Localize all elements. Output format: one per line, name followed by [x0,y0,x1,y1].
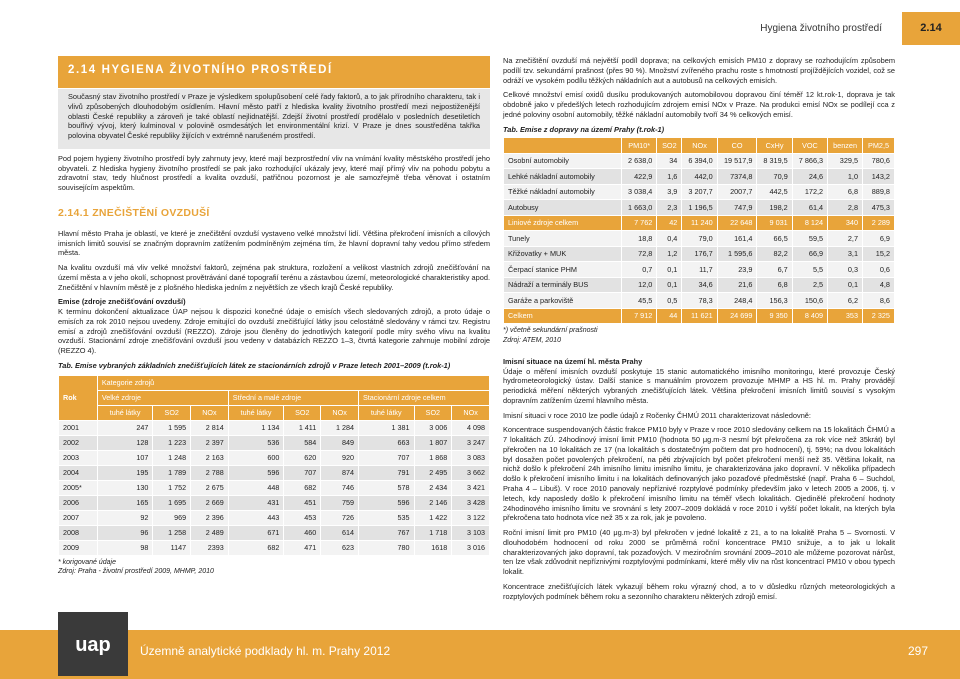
value-cell: 59,5 [792,231,827,247]
value-cell: 3 662 [452,465,490,480]
value-cell: 34,6 [682,277,717,293]
value-cell: 2,7 [828,231,863,247]
column-header: VOC [792,138,827,154]
value-cell: 453 [284,510,321,525]
value-cell: 1 718 [414,525,452,540]
value-cell: 600 [228,450,284,465]
value-cell: 2007,7 [717,184,757,200]
value-cell: 2 396 [191,510,229,525]
table-row [504,308,895,324]
value-cell: 2 675 [191,480,229,495]
row-label: Garáže a parkoviště [504,293,622,309]
stationary-emissions-table [58,375,490,556]
value-cell: 92 [97,510,153,525]
value-cell: 24 699 [717,308,757,324]
row-label: Čerpací stanice PHM [504,262,622,278]
value-cell: 920 [321,450,359,465]
value-cell: 1 595,6 [717,246,757,262]
logo-text: uap [75,634,111,656]
value-cell: 0,3 [828,262,863,278]
year-cell: 2008 [59,525,98,540]
value-cell: 584 [284,435,321,450]
immission-heading: Imisní situace na území hl. města Prahy [503,356,643,366]
value-cell: 72,8 [622,246,657,262]
table1-note: * korigované údaje [58,558,116,566]
value-cell: 1 223 [153,435,191,450]
group-header: Stacionární zdroje celkem [358,390,489,405]
right-paragraph-1: Na znečištění ovzduší má největší podíl doprava; na celkových emisích PM10 z dopravy se rozhodujícím způsobem podílí tzv. sekundární prašnost (přes 90 %). Množství zvířeného prachu roste s hmotností projíždějících vozidel, což se odráží ve vysokém podílu těžkých nákladních aut a autobusů na celkových emisích. [503,56,895,85]
year-cell: 2006 [59,495,98,510]
value-cell: 707 [358,450,414,465]
value-cell: 0,1 [657,262,682,278]
value-cell: 9 350 [757,308,792,324]
value-cell: 3 207,7 [682,184,717,200]
value-cell: 2 325 [863,308,895,324]
value-cell: 3,1 [828,246,863,262]
left-column [58,89,490,576]
value-cell: 19 517,9 [717,153,757,169]
value-cell: 7 762 [622,215,657,231]
row-label: Lehké nákladní automobily [504,169,622,185]
column-header: CO [717,138,757,154]
paragraph-3: K termínu dokončení aktualizace ÚAP nejsou k dispozici konečné údaje o emisích všech sledovaných zdrojů, a proto údaje o emisích za rok 2010 nejsou uvedeny. Zdroje emitující do ovzduší znečišťující látky jsou celostátně sledovány v rámci tzv. Registru emisí a zdrojů znečišťování ovzduší (REZZO). Zdroje jsou členěny do jednotlivých kategorií podle míry svého vlivu na kvalitu ovzduší. Stacionární zdroje znečišťování ovzduší jsou vedeny v databázích REZZO 1–3, čtvrtá kategorie zahrnuje mobilní zdroje (REZZO 4). [58,307,490,356]
value-cell: 451 [284,495,321,510]
value-cell: 578 [358,480,414,495]
column-header: tuhé látky [228,405,284,420]
value-cell: 747,9 [717,200,757,216]
table2-note: *) včetně sekundární prašnosti [503,327,598,335]
table-row [59,480,490,495]
year-cell: 2005* [59,480,98,495]
value-cell: 5,5 [792,262,827,278]
right-paragraph-2: Celkové množství emisí oxidů dusíku produkovaných automobilovou dopravou činí téměř 12 kt.rok-1, doprava je tak obdobně jako v předešlých letech rozhodujícím zdrojem emisí NOx v Praze. Na produkci emisí NOx se podílejí cca z jedné poloviny osobní automobily, těžké nákladní automobily tvoří 34 % celkových emisí. [503,90,895,119]
intro-paragraph-1: Současný stav životního prostředí v Praze je výsledkem spolupůsobení celé řady faktorů, a to jak přírodního charakteru, tak i vlivů způsobených dlouhodobým osídlením. Hlavní město patří z hlediska kvality životního prostředí mezi nejpostiženější oblasti České republiky a zároveň je také oblastí nejlidnatější. Zdejší životní prostředí prodělalo v posledních desetiletích bouřlivý vývoj, který kulminoval v polovině osmdesátých let environmentální krizí. V Praze je dnes soustředěna takřka polovina obyvatel České republiky žijících v extrémně narušeném prostředí. [68,92,480,141]
value-cell: 1 752 [153,480,191,495]
value-cell: 4,8 [863,277,895,293]
column-header: NOx [321,405,359,420]
year-cell: 2003 [59,450,98,465]
value-cell: 248,4 [717,293,757,309]
value-cell: 3 428 [452,495,490,510]
value-cell: 18,8 [622,231,657,247]
value-cell: 1,6 [657,169,682,185]
value-cell: 172,2 [792,184,827,200]
right-paragraph-3: Údaje o měření imisních ovzduší poskytuje 15 stanic automatického imisního monitoringu, které provozuje Český hydrometeorologický ústav. Další stanice s manuálním provozem provozuje MHMP a HS hl. m. Prahy provádějí periodická měření některých vybraných znečišťujících látek. Většina překročení imisních limitů souvisí s vysokým dopravním zatížením území hlavního města. [503,366,895,405]
table-row [59,510,490,525]
value-cell: 448 [228,480,284,495]
value-cell: 9 031 [757,215,792,231]
value-cell: 61,4 [792,200,827,216]
value-cell: 442,5 [757,184,792,200]
value-cell: 2393 [191,540,229,555]
value-cell: 1 595 [153,420,191,435]
value-cell: 12,0 [622,277,657,293]
year-cell: 2002 [59,435,98,450]
subsection-heading: 2.14.1 ZNEČIŠTĚNÍ OVZDUŠÍ [58,206,210,219]
column-header: benzen [828,138,863,154]
column-header: CxHy [757,138,792,154]
table-row [504,184,895,200]
value-cell: 7374,8 [717,169,757,185]
value-cell: 3 103 [452,525,490,540]
value-cell: 759 [321,495,359,510]
value-cell: 536 [228,435,284,450]
value-cell: 0,1 [657,277,682,293]
value-cell: 460 [284,525,321,540]
table-row [504,200,895,216]
column-header: tuhé látky [358,405,414,420]
value-cell: 1 258 [153,525,191,540]
value-cell: 143,2 [863,169,895,185]
value-cell: 3 038,4 [622,184,657,200]
value-cell: 22 648 [717,215,757,231]
intro-paragraph-2: Pod pojem hygieny životního prostředí byly zahrnuty jevy, které mají bezprostřední vliv na vnímání kvality městského prostředí jeho obyvateli. Z hlediska hygieny životního prostředí se pak jako rozhodující ukázaly jevy, které mají přímý vliv na pohodu pobytu a zdravotní stav, tedy hlučnost prostředí a kvalita ovzduší, patřičnou pozornost je ale samozřejmě třeba věnovat i ostatním souvisejícím aspektům. [58,153,490,193]
value-cell: 1 868 [414,450,452,465]
value-cell: 1 422 [414,510,452,525]
row-label: Celkem [504,308,622,324]
value-cell: 471 [284,540,321,555]
value-cell: 34 [657,153,682,169]
paragraph-1: Hlavní město Praha je oblastí, ve které je znečištění ovzduší vystaveno velké množství lidí. Většina překročení imisních a cílových imisních limitů souvisí se značným dopravním zatížením podmíněným zejména tím, že hlavní dopravní tahy vedou přímo středem města. [58,228,490,258]
value-cell: 1 411 [284,420,321,435]
value-cell: 8,6 [863,293,895,309]
value-cell: 2 788 [191,465,229,480]
value-cell: 1 695 [153,495,191,510]
value-cell: 1 381 [358,420,414,435]
table-row [59,540,490,555]
rok-header: Rok [59,375,98,420]
right-column [503,56,895,606]
value-cell: 44 [657,308,682,324]
intro-box [58,89,490,149]
value-cell: 1 807 [414,435,452,450]
value-cell: 6,8 [828,184,863,200]
value-cell: 1,2 [657,246,682,262]
table-row [504,246,895,262]
value-cell: 3 247 [452,435,490,450]
value-cell: 24,6 [792,169,827,185]
chapter-number-badge: 2.14 [902,12,960,45]
value-cell: 6,9 [863,231,895,247]
value-cell: 442,0 [682,169,717,185]
table-row [504,277,895,293]
table-row [59,435,490,450]
right-paragraph-6: Roční imisní limit pro PM10 (40 μg.m-3) byl překročen v jedné lokalitě z 21, a to na lokalitě Praha 5 – Svornosti. V dlouhodobém hodnocení od roku 2000 se průměrná roční koncentrace PM10 snižuje, a to jak u lokalit charakterizovaných jako dopravní, tak pozaďových. V meziročním srovnání 2009–2010 ale můžeme pozorovat nárůst, ten lze však zdůvodnit nepříznivými rozptylovými podmínkami, které měly vliv na růst koncentrací PM10 v obou typech lokalit. [503,528,895,577]
table-row [59,495,490,510]
value-cell: 11,7 [682,262,717,278]
value-cell: 0,6 [863,262,895,278]
value-cell: 2 434 [414,480,452,495]
value-cell: 7 912 [622,308,657,324]
value-cell: 66,5 [757,231,792,247]
value-cell: 195 [97,465,153,480]
value-cell: 6,2 [828,293,863,309]
year-cell: 2007 [59,510,98,525]
value-cell: 2,3 [657,200,682,216]
value-cell: 791 [358,465,414,480]
table-row [504,231,895,247]
value-cell: 431 [228,495,284,510]
value-cell: 6 394,0 [682,153,717,169]
column-header: NOx [452,405,490,420]
value-cell: 767 [358,525,414,540]
value-cell: 2,5 [792,277,827,293]
value-cell: 247 [97,420,153,435]
value-cell: 11 621 [682,308,717,324]
value-cell: 3,9 [657,184,682,200]
value-cell: 2 638,0 [622,153,657,169]
value-cell: 1618 [414,540,452,555]
value-cell: 128 [97,435,153,450]
value-cell: 8 319,5 [757,153,792,169]
value-cell: 614 [321,525,359,540]
value-cell: 1 248 [153,450,191,465]
section-title: 2.14 HYGIENA ŽIVOTNÍHO PROSTŘEDÍ [58,56,490,88]
value-cell: 176,7 [682,246,717,262]
value-cell: 4 098 [452,420,490,435]
value-cell: 475,3 [863,200,895,216]
value-cell: 443 [228,510,284,525]
group-header: Velké zdroje [97,390,228,405]
right-paragraph-5: Koncentrace suspendovaných částic frakce PM10 byly v Praze v roce 2010 sledovány celkem na 15 lokalitách ČHMÚ a 7 lokalitách ZÚ. 24hodinový imisní limit PM10 (hodnota 50 μg.m-3 nesmí být překročena za rok více než 35krát) byl překročen na 10 lokalitách ze 17 (na lokalitách s dostatečným počtem dat pro hodnocení), tj. 59%; na dvou lokalitách byl dosažen počet povolených překročení, na pěti zbývajících byl počet překročení menší než 35. Většina lokalit, na nichž došlo k překročení 24h imisního limitu imisního limitu, je charakterizována jako dopravní. V několika případech došlo k překročení imisního limitu i na lokalitách definovaných jako pozaďové předměstské (např. Praha 6 – Suchdol, Praha 4 – Libuš). V roce 2010 panovaly nepříznivé rozptylové podmínky především jako v letech 2005 a 2006, tj. v letech, kdy naposledy došlo k překročení imisního limitu na téměř všech lokalitách. Ojedinělé překročení hodnoty 24hodinového imisního limitu ve srovnání s lety 2007–2009 dokládá v roce 2010 i vyšší počet lokalit, na kterých byla překročena tato hodnota více než 35 x za rok, jak je povoleno. [503,425,895,523]
value-cell: 682 [284,480,321,495]
value-cell: 6,8 [757,277,792,293]
value-cell: 780 [358,540,414,555]
row-label: Křižovatky + MUK [504,246,622,262]
value-cell: 849 [321,435,359,450]
value-cell: 2 289 [863,215,895,231]
table1-source: Zdroj: Praha - životní prostředí 2009, MHMP, 2010 [58,567,214,575]
column-header: SO2 [657,138,682,154]
column-header: PM10* [622,138,657,154]
running-title: Hygiena životního prostředí [760,23,882,34]
value-cell: 150,6 [792,293,827,309]
value-cell: 6,7 [757,262,792,278]
uap-logo [58,612,128,676]
year-cell: 2009 [59,540,98,555]
row-label: Osobní automobily [504,153,622,169]
value-cell: 8 124 [792,215,827,231]
value-cell: 780,6 [863,153,895,169]
table-row [504,262,895,278]
uap-logo-icon [63,624,123,664]
value-cell: 42 [657,215,682,231]
value-cell: 3 006 [414,420,452,435]
row-label: Autobusy [504,200,622,216]
group-header: Střední a malé zdroje [228,390,358,405]
table2-caption: Tab. Emise z dopravy na území Prahy (t.rok-1) [503,124,665,134]
table-row [504,215,895,231]
value-cell: 2 397 [191,435,229,450]
value-cell: 596 [228,465,284,480]
table-row [504,153,895,169]
value-cell: 2 489 [191,525,229,540]
page-number: 297 [908,644,929,658]
value-cell: 726 [321,510,359,525]
value-cell: 3 016 [452,540,490,555]
value-cell: 707 [284,465,321,480]
value-cell: 1 789 [153,465,191,480]
row-label: Těžké nákladní automobily [504,184,622,200]
category-header: Kategorie zdrojů [97,375,489,390]
value-cell: 620 [284,450,321,465]
table-row [59,420,490,435]
value-cell: 66,9 [792,246,827,262]
table-row [504,169,895,185]
value-cell: 1,0 [828,169,863,185]
value-cell: 79,0 [682,231,717,247]
table-row [59,465,490,480]
value-cell: 21,6 [717,277,757,293]
publication-title: Územně analytické podklady hl. m. Prahy 2012 [140,644,391,658]
row-label: Nádraží a terminály BUS [504,277,622,293]
value-cell: 682 [228,540,284,555]
value-cell: 874 [321,465,359,480]
value-cell: 671 [228,525,284,540]
value-cell: 1 196,5 [682,200,717,216]
column-header: tuhé látky [97,405,153,420]
paragraph-2: Na kvalitu ovzduší má vliv velké množství faktorů, zejména pak struktura, rozložení a velikost vlastních zdrojů znečišťování na území města a v jeho okolí, schopnost provětrávání dané topografií terénu a zástavbou území, meteorologické charakteristiky apod. Znečištění v hlavním městě je z plošného hlediska jedním z největších ze všech krajů České republiky. [58,263,490,292]
value-cell: 98 [97,540,153,555]
table-row [59,450,490,465]
value-cell: 107 [97,450,153,465]
table2-corner [504,138,622,154]
value-cell: 1 134 [228,420,284,435]
column-header: NOx [191,405,229,420]
column-header: NOx [682,138,717,154]
value-cell: 130 [97,480,153,495]
value-cell: 2 669 [191,495,229,510]
column-header: SO2 [284,405,321,420]
value-cell: 3 421 [452,480,490,495]
value-cell: 3 083 [452,450,490,465]
value-cell: 2,8 [828,200,863,216]
value-cell: 1 284 [321,420,359,435]
value-cell: 0,1 [828,277,863,293]
table2-source: Zdroj: ATEM, 2010 [503,336,561,344]
value-cell: 156,3 [757,293,792,309]
right-paragraph-4: Imisní situaci v roce 2010 lze podle údajů z Ročenky ČHMÚ 2011 charakterizovat následovně: [503,410,811,420]
value-cell: 969 [153,510,191,525]
value-cell: 165 [97,495,153,510]
value-cell: 535 [358,510,414,525]
value-cell: 70,9 [757,169,792,185]
value-cell: 2 495 [414,465,452,480]
value-cell: 422,9 [622,169,657,185]
value-cell: 746 [321,480,359,495]
value-cell: 2 163 [191,450,229,465]
year-cell: 2001 [59,420,98,435]
value-cell: 889,8 [863,184,895,200]
value-cell: 15,2 [863,246,895,262]
value-cell: 198,2 [757,200,792,216]
traffic-emissions-table [503,137,895,324]
value-cell: 161,4 [717,231,757,247]
value-cell: 2 146 [414,495,452,510]
value-cell: 1147 [153,540,191,555]
column-header: PM2,5 [863,138,895,154]
value-cell: 596 [358,495,414,510]
year-cell: 2004 [59,465,98,480]
value-cell: 329,5 [828,153,863,169]
table-row [504,293,895,309]
value-cell: 23,9 [717,262,757,278]
value-cell: 7 866,3 [792,153,827,169]
value-cell: 3 122 [452,510,490,525]
column-header: SO2 [153,405,191,420]
value-cell: 2 814 [191,420,229,435]
row-label: Tunely [504,231,622,247]
value-cell: 0,5 [657,293,682,309]
right-paragraph-7: Koncentrace znečišťujících látek vykazují během roku výrazný chod, a to v důsledku různých meteorologických a rozptylových podmínek během roku a sezonního charakteru některých zdrojů emisí. [503,581,895,601]
value-cell: 340 [828,215,863,231]
value-cell: 1 663,0 [622,200,657,216]
table1-caption: Tab. Emise vybraných základních znečišťujících látek ze stacionárních zdrojů v Praze letech 2001–2009 (t.rok-1) [58,360,451,370]
column-header: SO2 [414,405,452,420]
value-cell: 353 [828,308,863,324]
value-cell: 96 [97,525,153,540]
value-cell: 0,7 [622,262,657,278]
value-cell: 82,2 [757,246,792,262]
value-cell: 11 240 [682,215,717,231]
value-cell: 8 409 [792,308,827,324]
value-cell: 45,5 [622,293,657,309]
emissions-heading: Emise (zdroje znečišťování ovzduší) [58,297,186,307]
value-cell: 0,4 [657,231,682,247]
table-row [59,525,490,540]
value-cell: 78,3 [682,293,717,309]
row-label: Liniové zdroje celkem [504,215,622,231]
value-cell: 623 [321,540,359,555]
value-cell: 663 [358,435,414,450]
